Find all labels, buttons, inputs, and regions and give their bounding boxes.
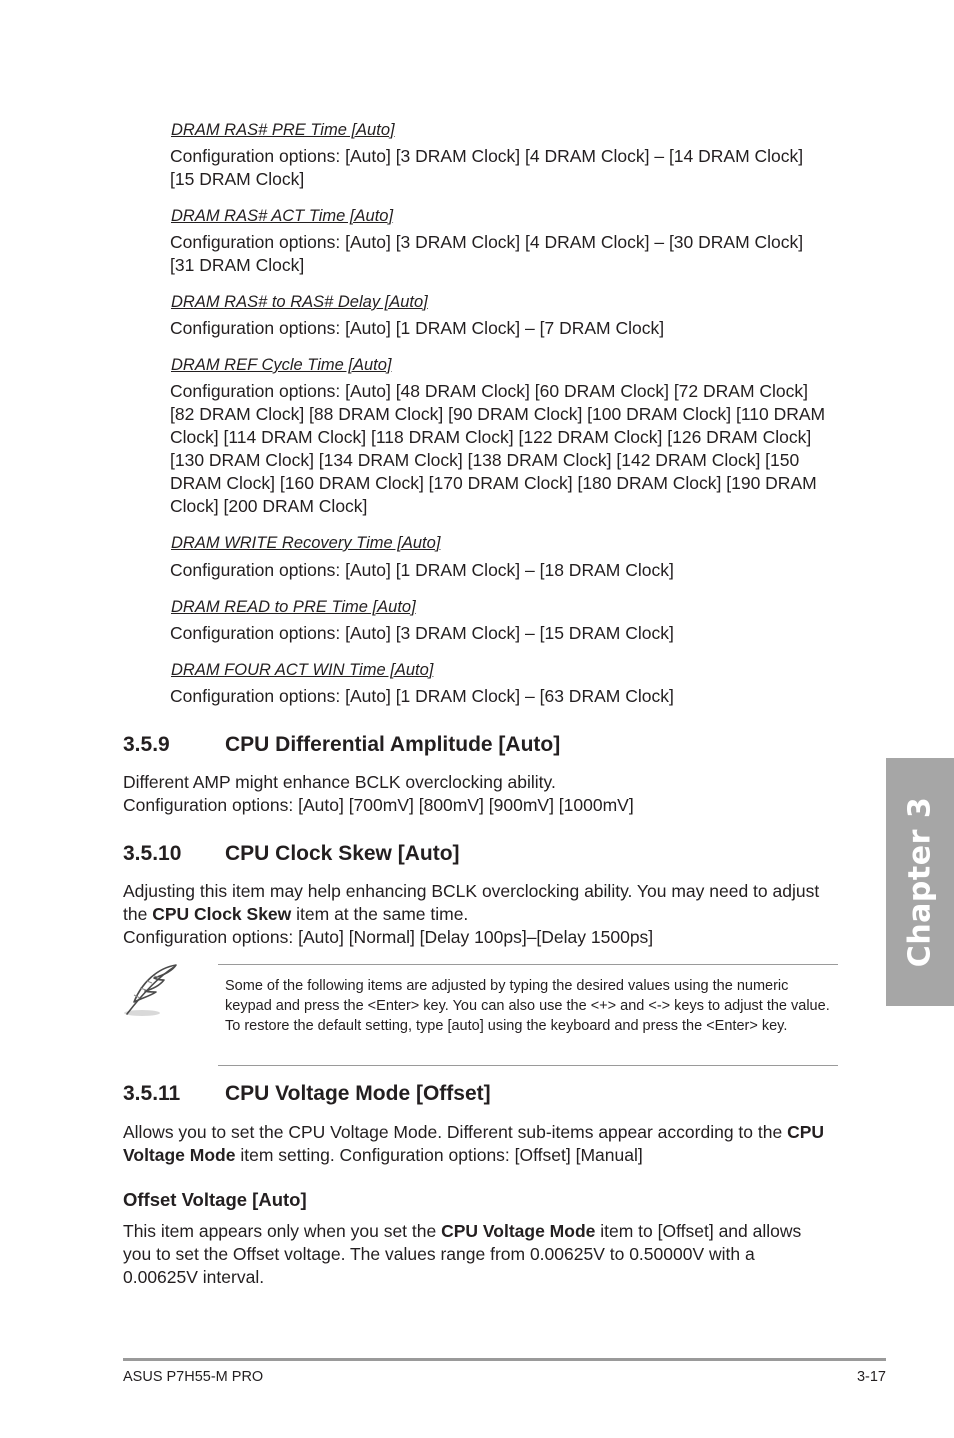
paragraph-cpu-clock-skew-2: Configuration options: [Auto] [Normal] [Delay 100ps]–[Delay 1500ps] [123,927,654,947]
footer-page-number: 3-17 [856,1369,886,1385]
item-text-four-act-win: Configuration options: [Auto] [1 DRAM Clock] – [63 DRAM Clock] [170,686,674,706]
section-title: CPU Clock Skew [Auto] [225,842,460,865]
note-text: Some of the following items are adjusted by typing the desired values using the numeric keypad and press the <Enter> key. You can also use the <+> and <-> keys to adjust the value. To restore the default setting, type [auto] using the keyboard and press the <Enter> key. [225,978,830,1034]
paragraph-offset-voltage [123,1220,833,1289]
item-title-write-recovery: DRAM WRITE Recovery Time [Auto] [171,534,441,552]
item-text-ras-act: Configuration options: [Auto] [3 DRAM Clock] [4 DRAM Clock] – [30 DRAM Clock] [31 DRAM Clock] [170,232,804,275]
note-bottom-rule [218,1065,838,1066]
text-run: item to [Offset] and allows you to set the Offset voltage. The values range from 0.00625V to 0.50000V with a 0.00625V interval. [123,1221,802,1287]
text-run: Adjusting this item may help enhancing BCLK overclocking ability. You may need to adjust the [123,881,820,924]
bold-term: CPU Voltage Mode [123,1122,825,1165]
item-title-read-to-pre: DRAM READ to PRE Time [Auto] [171,598,416,616]
footer-product-name: ASUS P7H55-M PRO [123,1369,264,1385]
bold-term: CPU Voltage Mode [441,1221,596,1241]
note-top-rule [218,964,838,965]
section-heading-3-5-10 [123,841,723,867]
section-heading-3-5-11 [123,1081,723,1107]
footer-rule [123,1358,886,1361]
item-title-ras-pre: DRAM RAS# PRE Time [Auto] [171,121,395,139]
item-text-ref-cycle: Configuration options: [Auto] [48 DRAM Clock] [60 DRAM Clock] [72 DRAM Clock] [82 DRAM Clock] [88 DRAM Clock] [90 DRAM Clock] [100 DRAM Clock] [110 DRAM Clock] [114 DRAM Clock] [118 DRAM Clock] [122 DRAM Clock] [126 DRAM Clock] [130 DRAM Clock] [134 DRAM Clock] [138 DRAM Clock] [142 DRAM Clock] [150 DRAM Clock] [160 DRAM Clock] [170 DRAM Clock] [180 DRAM Clock] [190 DRAM Clock] [200 DRAM Clock] [170,381,826,516]
section-heading-3-5-9 [123,732,723,758]
text-run: item setting. Configuration options: [Offset] [Manual] [235,1145,643,1165]
bold-term: CPU Clock Skew [152,904,292,924]
quill-pen-icon [120,962,182,1022]
item-text-ras-pre: Configuration options: [Auto] [3 DRAM Clock] [4 DRAM Clock] – [14 DRAM Clock] [15 DRAM Clock] [170,146,804,189]
paragraph-cpu-diff-amp-2: Configuration options: [Auto] [700mV] [800mV] [900mV] [1000mV] [123,795,634,815]
paragraph-cpu-diff-amp-1: Different AMP might enhance BCLK overclocking ability. [123,772,556,792]
section-number: 3.5.9 [123,733,170,756]
section-number: 3.5.11 [123,1082,181,1105]
item-title-ras-to-ras: DRAM RAS# to RAS# Delay [Auto] [171,293,428,311]
item-text-write-recovery: Configuration options: [Auto] [1 DRAM Clock] – [18 DRAM Clock] [170,560,674,580]
text-run: This item appears only when you set the [123,1221,442,1241]
text-run: item at the same time. [291,904,469,924]
paragraph-cpu-voltage-mode [123,1121,833,1167]
item-text-read-to-pre: Configuration options: [Auto] [3 DRAM Clock] – [15 DRAM Clock] [170,623,674,643]
item-title-four-act-win: DRAM FOUR ACT WIN Time [Auto] [171,661,434,679]
section-number: 3.5.10 [123,842,182,865]
item-title-ras-act: DRAM RAS# ACT Time [Auto] [171,207,394,225]
paragraph-cpu-clock-skew-1 [123,880,833,926]
section-title: CPU Differential Amplitude [Auto] [225,733,561,756]
chapter-tab-label: Chapter 3 [902,796,938,968]
text-run: Allows you to set the CPU Voltage Mode. Different sub-items appear according to the [123,1122,788,1142]
chapter-tab [886,758,954,1006]
item-text-ras-to-ras: Configuration options: [Auto] [1 DRAM Clock] – [7 DRAM Clock] [170,318,665,338]
section-title: CPU Voltage Mode [Offset] [225,1082,491,1105]
subheading-offset-voltage: Offset Voltage [Auto] [123,1189,307,1210]
item-title-ref-cycle: DRAM REF Cycle Time [Auto] [171,356,392,374]
